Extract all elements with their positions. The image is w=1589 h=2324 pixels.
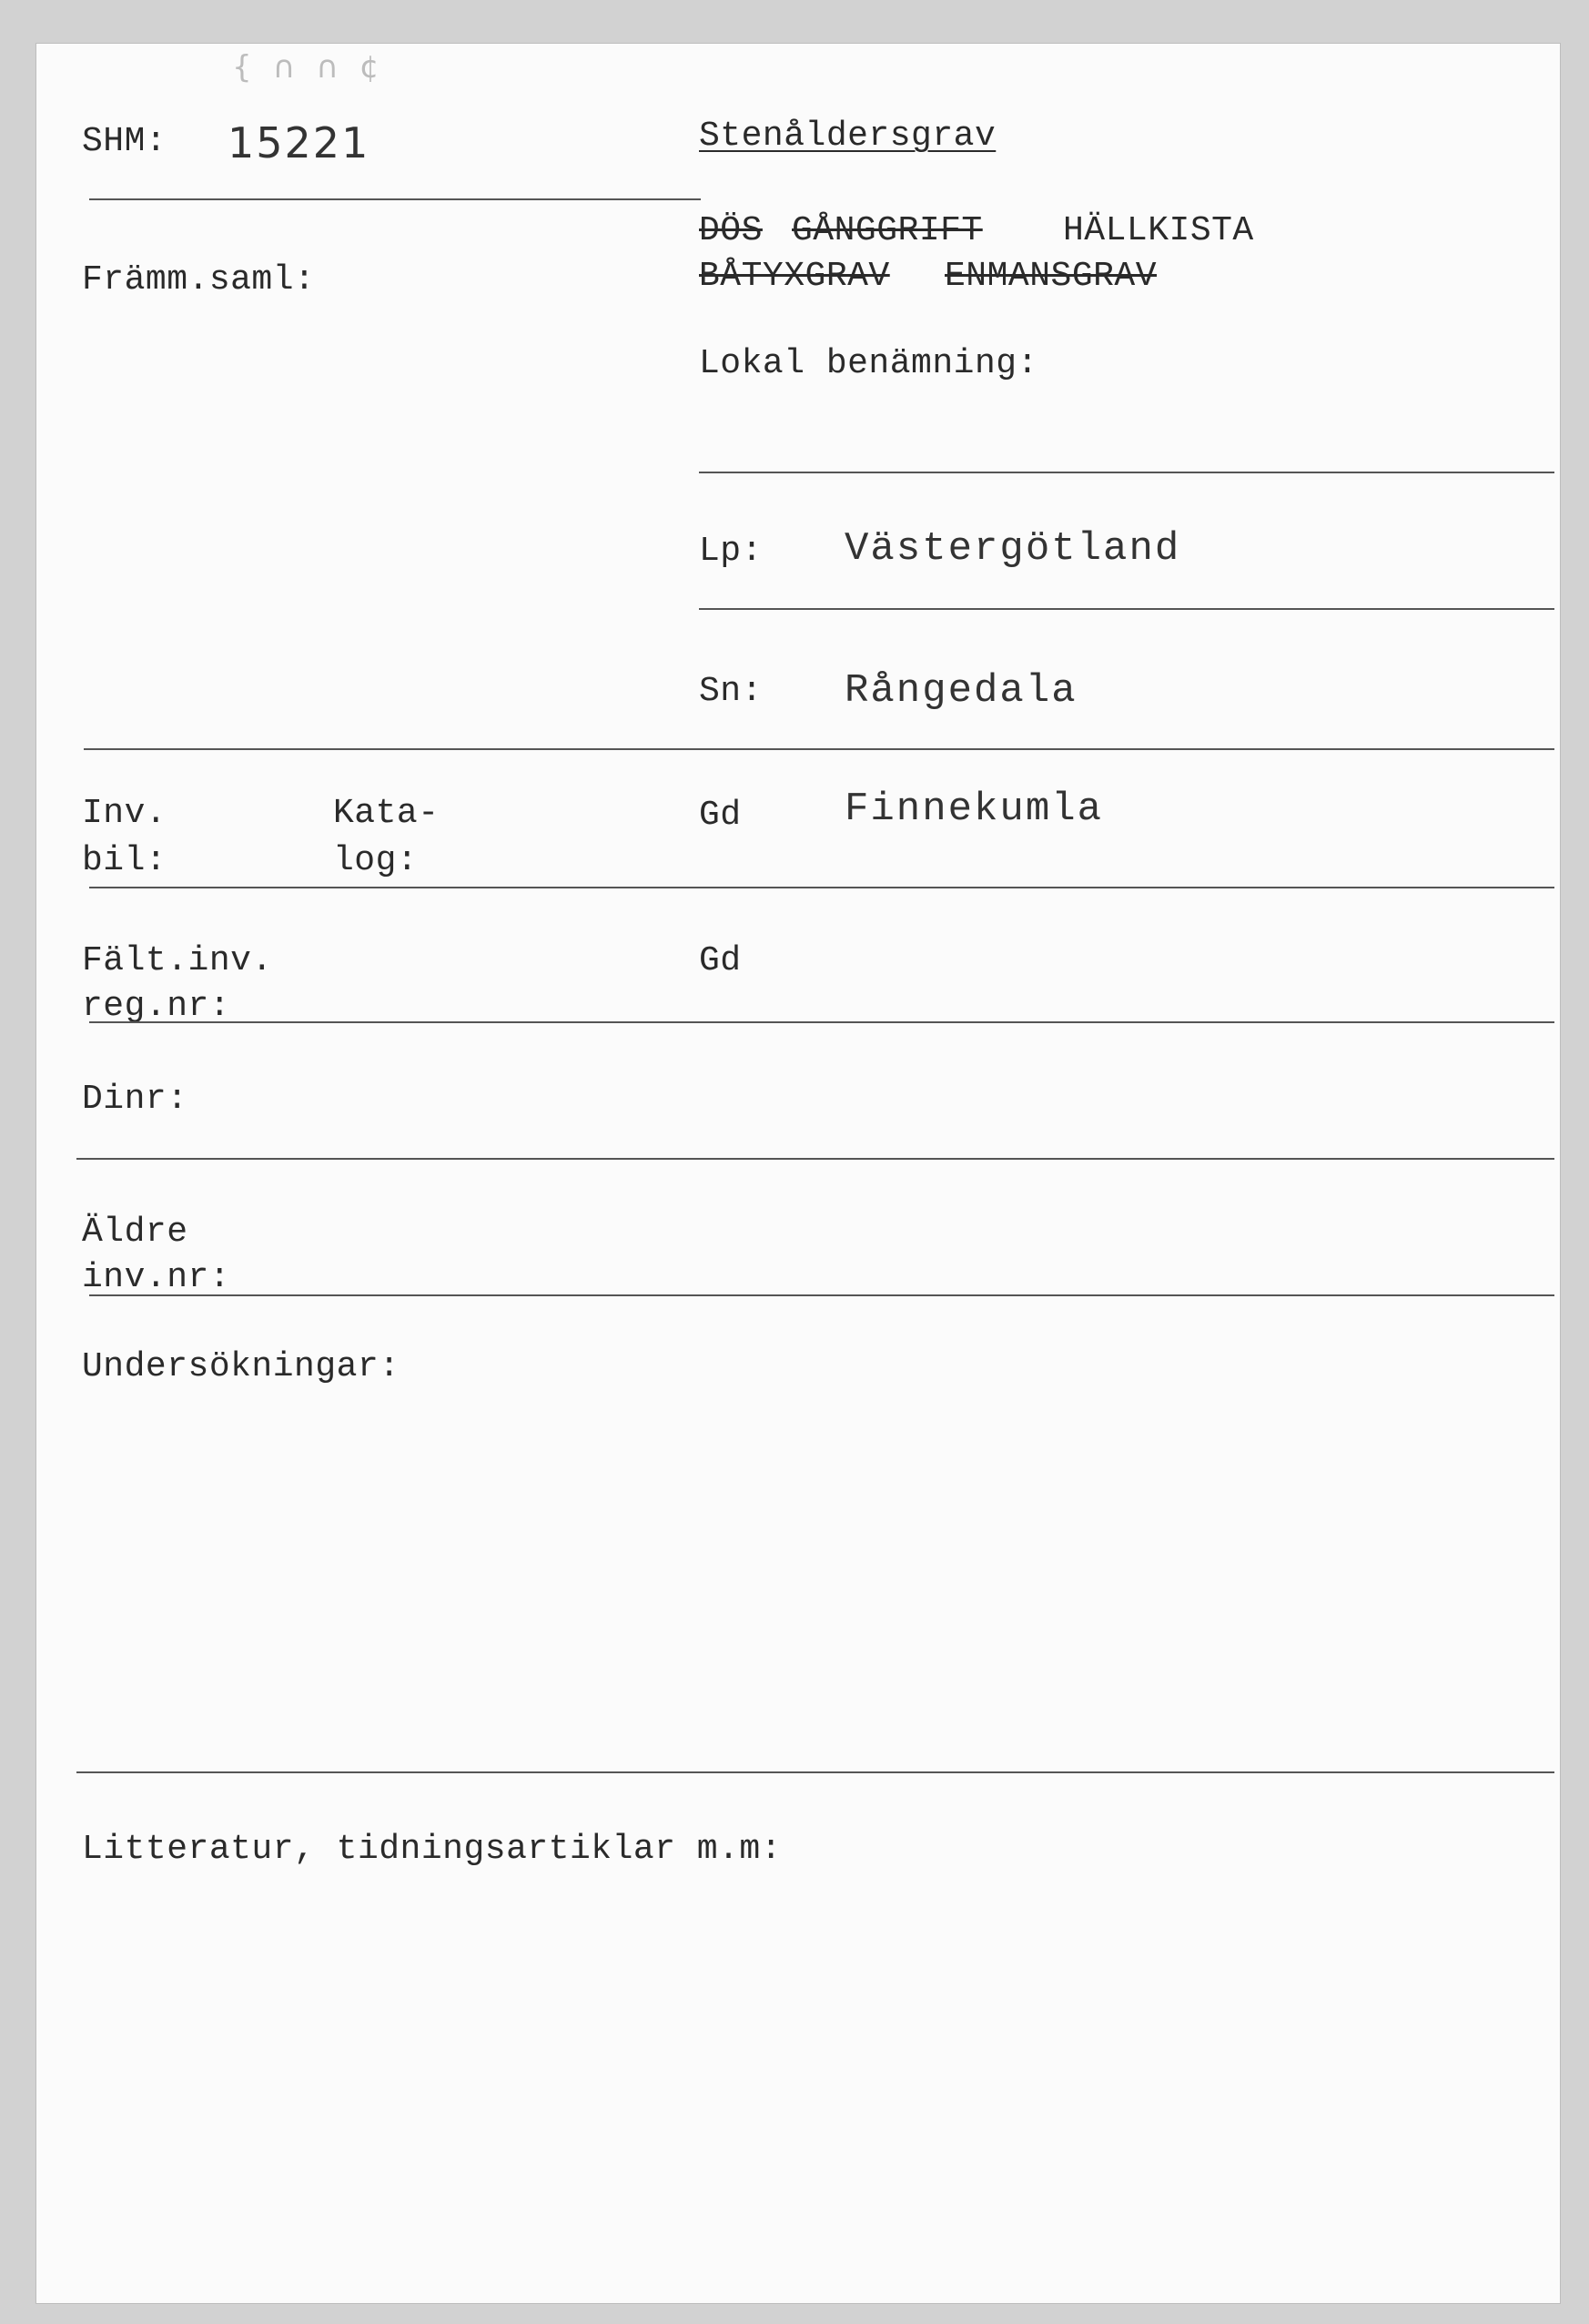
index-card bbox=[36, 44, 1560, 2303]
type-ganggrift: GÅNGGRIFT bbox=[792, 211, 983, 250]
gd-label: Gd bbox=[699, 796, 742, 835]
dinr-label: Dinr: bbox=[82, 1080, 188, 1119]
sn-label: Sn: bbox=[699, 672, 763, 711]
lp-value: Västergötland bbox=[845, 526, 1181, 572]
inv-label-line1: Inv. bbox=[82, 794, 167, 833]
gd-label-2: Gd bbox=[699, 941, 742, 980]
gd-value: Finnekumla bbox=[845, 787, 1104, 832]
type-dos: DÖS bbox=[699, 211, 763, 250]
type-enmansgrav: ENMANSGRAV bbox=[945, 257, 1158, 296]
sn-value: Rångedala bbox=[845, 668, 1078, 714]
divider-falt bbox=[89, 1021, 1554, 1023]
lokal-benamning-label: Lokal benämning: bbox=[699, 344, 1038, 383]
aldre-label-line2: inv.nr: bbox=[82, 1258, 231, 1297]
litteratur-label: Litteratur, tidningsartiklar m.m: bbox=[82, 1830, 783, 1869]
divider-undersokningar bbox=[76, 1771, 1554, 1773]
divider-dinr bbox=[76, 1158, 1554, 1160]
divider-inv bbox=[89, 887, 1554, 888]
type-hallkista: HÄLLKISTA bbox=[1063, 211, 1254, 250]
shm-number: 15221 bbox=[228, 118, 370, 167]
type-batyxgrav: BÅTYXGRAV bbox=[699, 257, 890, 296]
faint-pencil-note: { ∩ ∩ ¢ bbox=[232, 49, 385, 86]
katalog-label-line1: Kata- bbox=[333, 794, 440, 833]
undersokningar-label: Undersökningar: bbox=[82, 1347, 400, 1386]
framm-saml-label: Främm.saml: bbox=[82, 260, 316, 299]
aldre-label-line1: Äldre bbox=[82, 1213, 188, 1252]
falt-inv-label-line2: reg.nr: bbox=[82, 987, 231, 1026]
divider-lokal bbox=[699, 472, 1554, 473]
inv-label-line2: bil: bbox=[82, 841, 167, 880]
falt-inv-label-line1: Fält.inv. bbox=[82, 941, 273, 980]
divider-shm bbox=[89, 198, 701, 200]
lp-label: Lp: bbox=[699, 532, 763, 571]
divider-sn-full bbox=[84, 748, 1554, 750]
divider-lp bbox=[699, 608, 1554, 610]
katalog-label-line2: log: bbox=[333, 841, 419, 880]
shm-label: SHM: bbox=[82, 122, 167, 161]
grave-type-heading: Stenåldersgrav bbox=[699, 117, 997, 156]
divider-aldre bbox=[89, 1294, 1554, 1296]
